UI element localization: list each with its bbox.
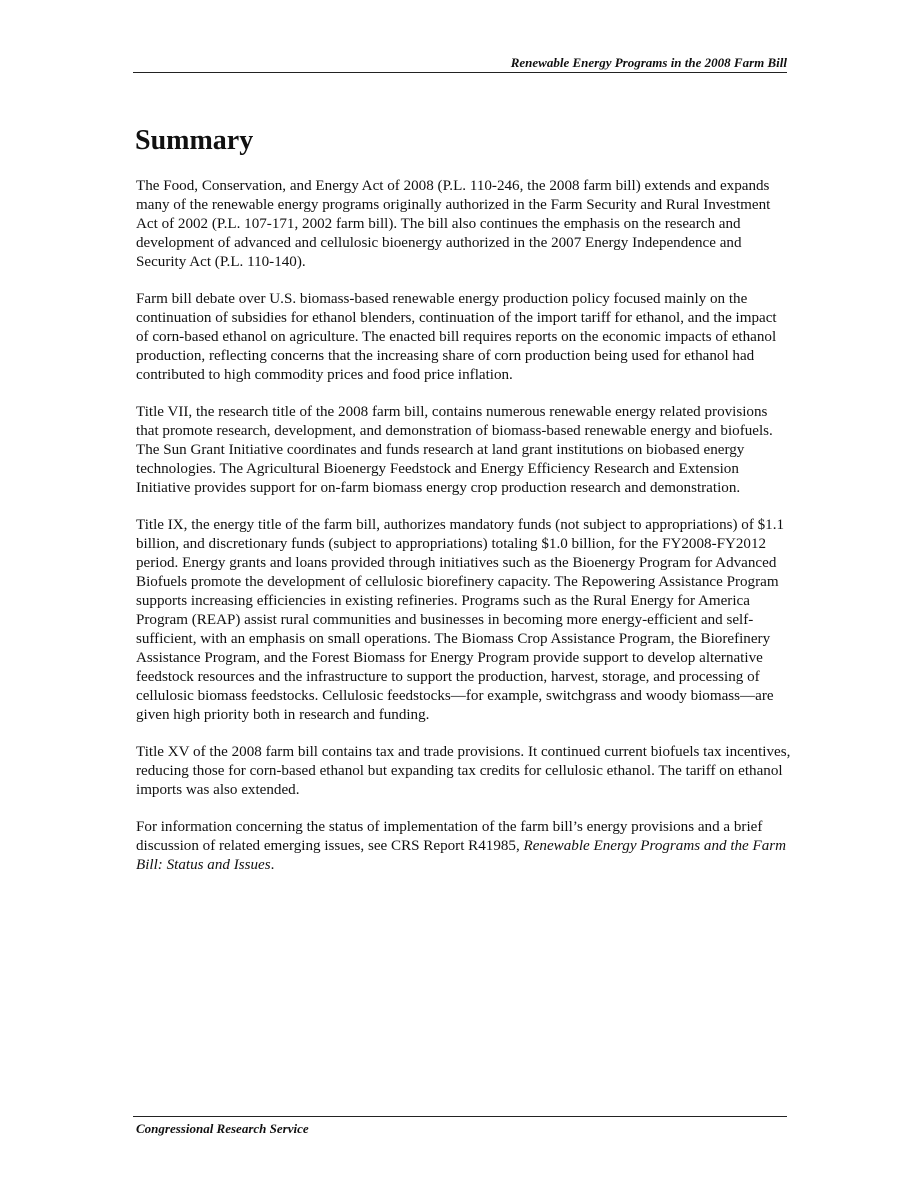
paragraph-intro: The Food, Conservation, and Energy Act of 2008 (P.L. 110-246, the 2008 farm bill) extends and expands many of the renewable energy programs originally authorized in the Farm Security and Rural Investment Act of 2002 (P.L. 107-171, 2002 farm bill). The bill also continues the emphasis on the research and development of advanced and cellulosic bioenergy authorized in the 2007 Energy Independence and Security Act (P.L. 110-140). — [136, 178, 771, 270]
page-title: Summary — [135, 125, 254, 156]
summary-body — [136, 177, 792, 893]
paragraph-title-xv: Title XV of the 2008 farm bill contains tax and trade provisions. It continued current biofuels tax incentives, reducing those for corn-based ethanol but expanding tax credits for cellulosic ethanol. The tariff on ethanol imports was also extended. — [136, 744, 791, 798]
paragraph-further-info — [136, 818, 792, 875]
running-header: Renewable Energy Programs in the 2008 Farm Bill — [510, 55, 787, 70]
paragraph-debate: Farm bill debate over U.S. biomass-based renewable energy production policy focused mainly on the continuation of subsidies for ethanol blenders, continuation of the import tariff for ethanol, and the impact of corn-based ethanol on agriculture. The enacted bill requires reports on the economic impacts of ethanol production, reflecting concerns that the increasing share of corn production being used for ethanol had contributed to high commodity prices and food price inflation. — [136, 291, 777, 383]
paragraph-title-vii: Title VII, the research title of the 2008 farm bill, contains numerous renewable energy related provisions that promote research, development, and demonstration of biomass-based renewable energy and biofuels. The Sun Grant Initiative coordinates and funds research at land grant institutions on biobased energy technologies. The Agricultural Bioenergy Feedstock and Energy Efficiency Research and Extension Initiative provides support for on-farm biomass energy crop production research and demonstration. — [136, 404, 773, 496]
crs-report-title: Renewable Energy Programs and the Farm Bill: Status and Issues — [136, 838, 787, 873]
further-info-end: . — [270, 857, 275, 873]
running-footer: Congressional Research Service — [136, 1121, 309, 1136]
further-info-text: For information concerning the status of implementation of the farm bill’s energy provisions and a brief discussion of related emerging issues, see CRS Report R41985, — [136, 819, 763, 854]
footer-divider — [133, 1116, 787, 1117]
header-divider — [133, 72, 787, 73]
paragraph-title-ix: Title IX, the energy title of the farm bill, authorizes mandatory funds (not subject to appropriations) of $1.1 billion, and discretionary funds (subject to appropriations) totaling $1.0 billion, for the FY2008-FY2012 period. Energy grants and loans provided through initiatives such as the Bioenergy Program for Advanced Biofuels promote the development of cellulosic biorefinery capacity. The Repowering Assistance Program supports increasing efficiencies in existing refineries. Programs such as the Rural Energy for America Program (REAP) assist rural communities and businesses in becoming more energy-efficient and self-sufficient, with an emphasis on small operations. The Biomass Crop Assistance Program, the Biorefinery Assistance Program, and the Forest Biomass for Energy Program provide support to develop alternative feedstock resources and the infrastructure to support the production, harvest, storage, and processing of cellulosic biomass feedstocks. Cellulosic feedstocks—for example, switchgrass and woody biomass—are given high priority both in research and funding. — [136, 517, 785, 723]
